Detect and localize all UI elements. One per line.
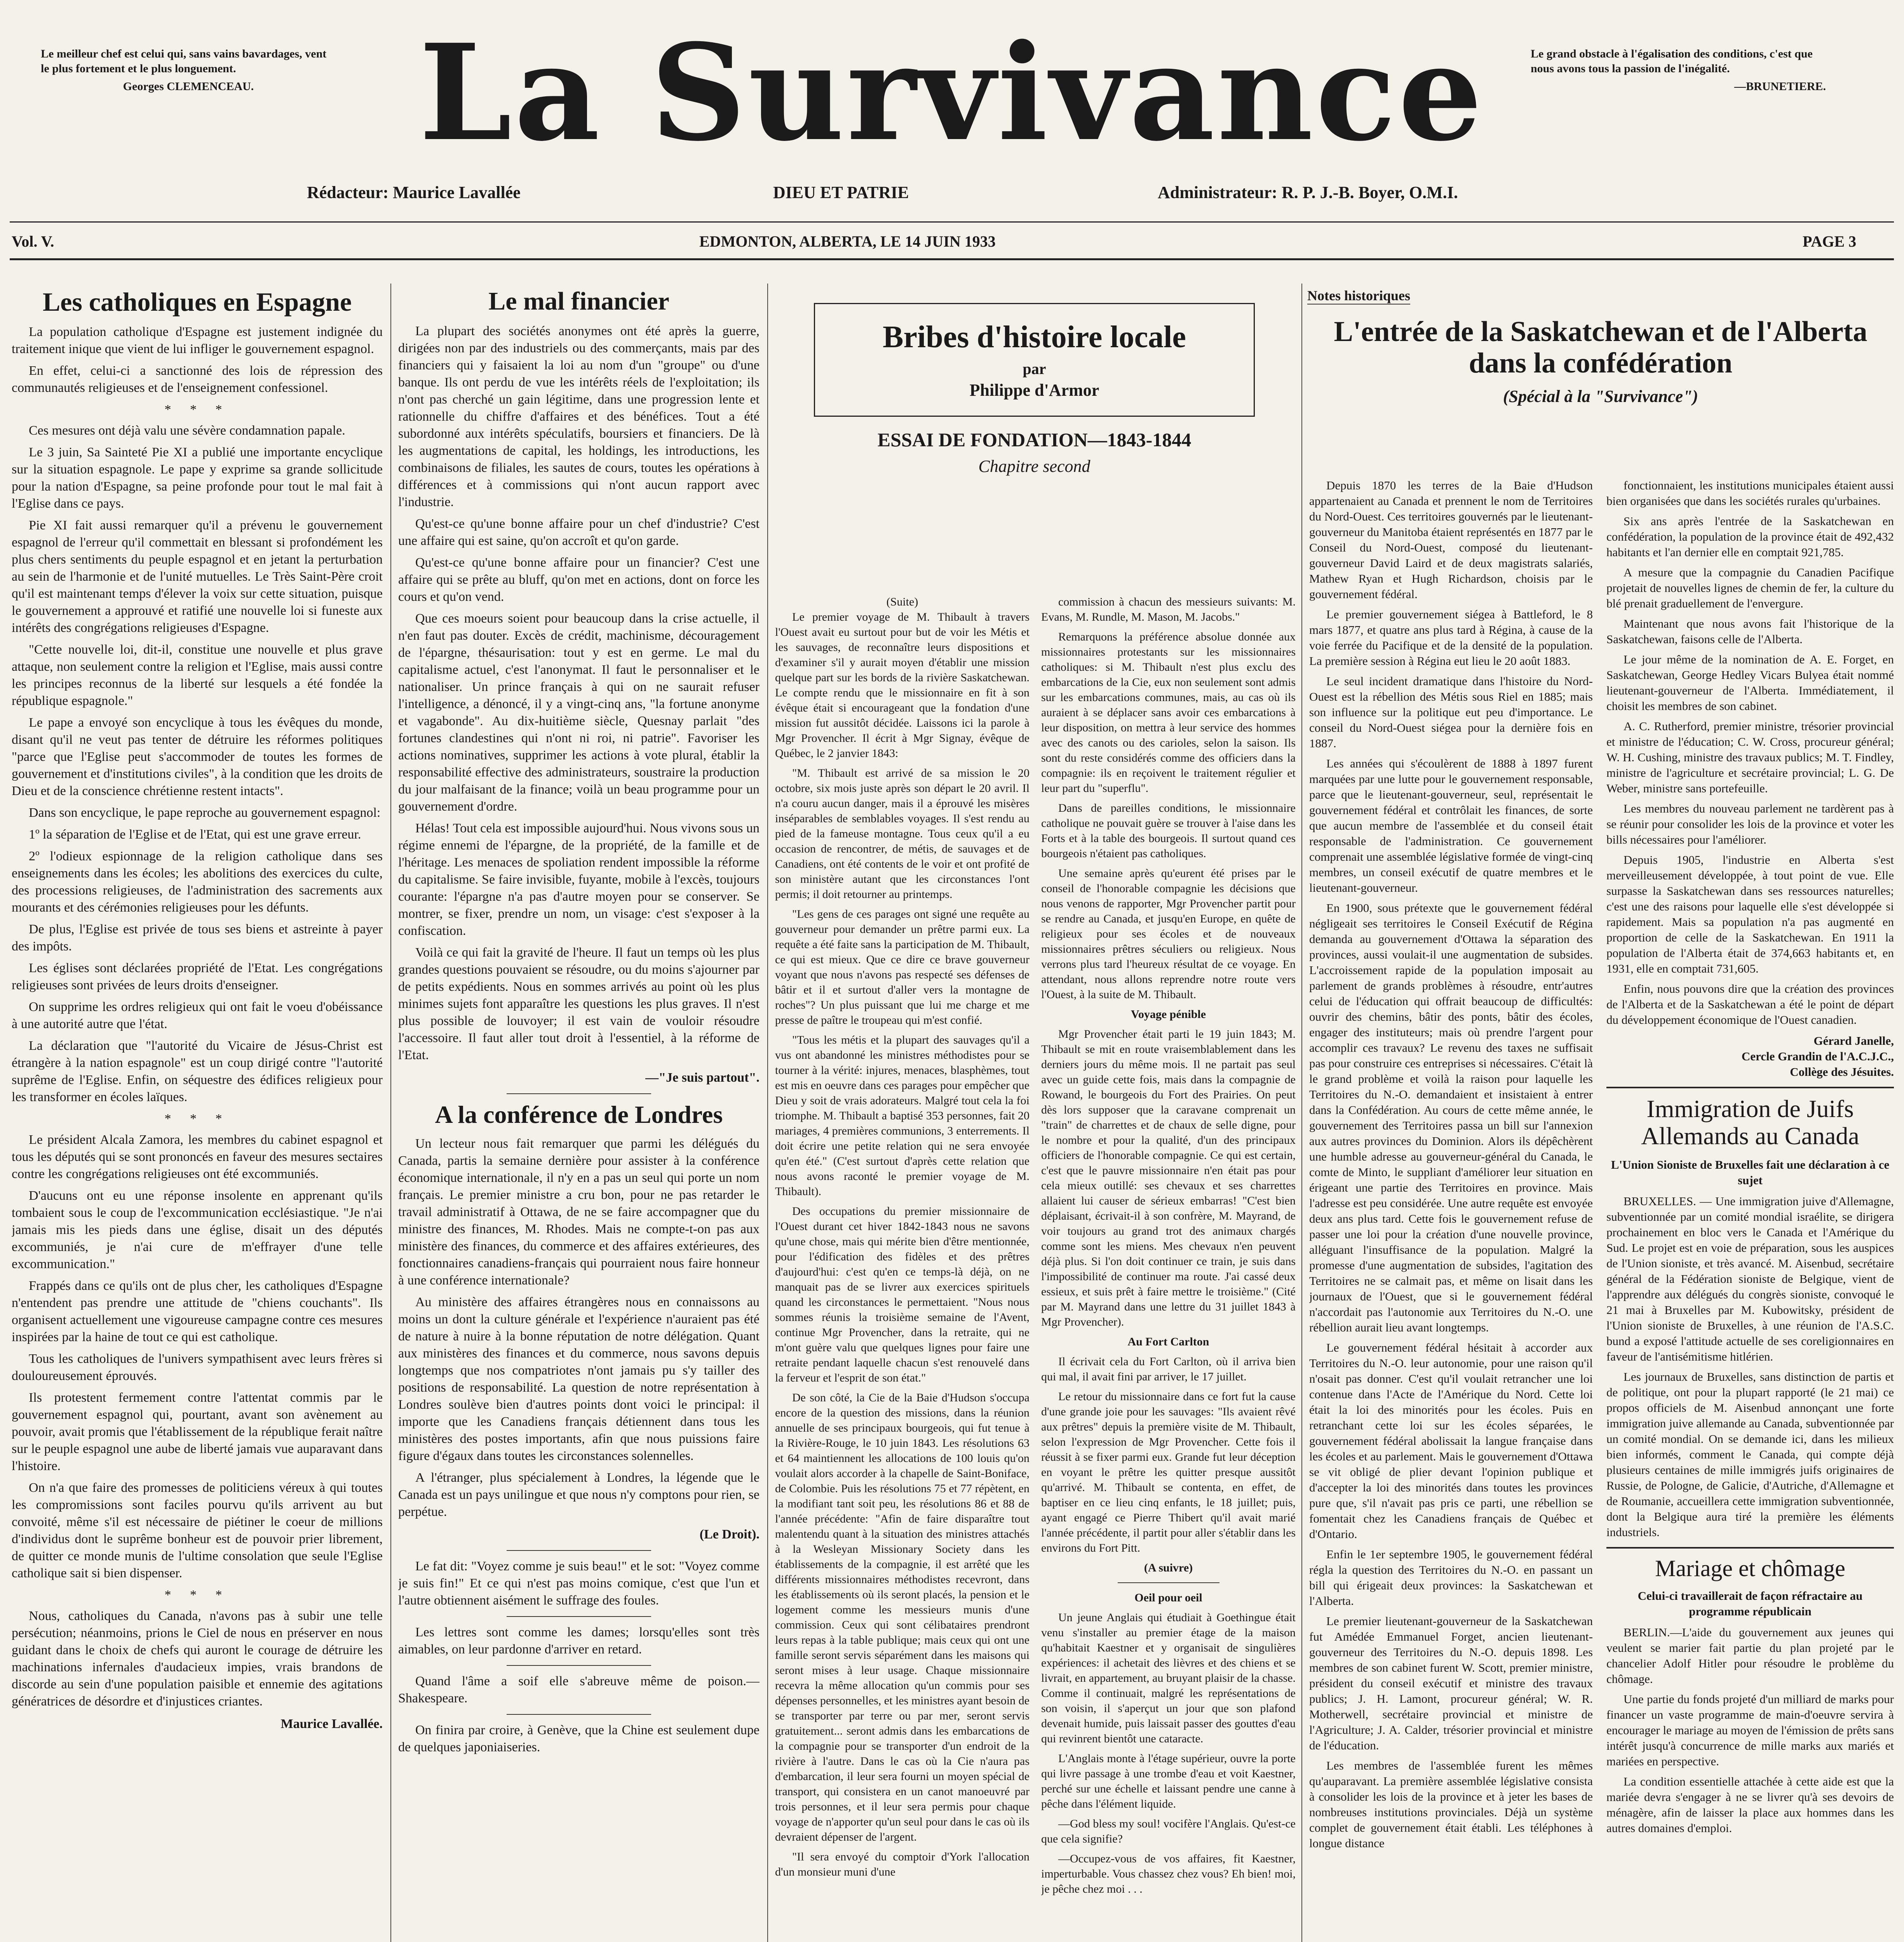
paragraph: Les églises sont déclarées propriété de l'Etat. Les congrégations religieuses sont privées de leurs droits d'enseigner. — [12, 961, 383, 992]
paragraph: "Cette nouvelle loi, dit-il, constitue une nouvelle et plus grave attaque, non seulement contre la religion et l'Eglise, mais aussi contre les principes reconnus de la liberté sur lesquels a été fondée la république espagnole." — [12, 642, 383, 708]
paragraph: Quand l'âme a soif elle s'abreuve même de poison.—Shakespeare. — [398, 1674, 760, 1705]
paragraph: En effet, celui-ci a sanctionné des lois de répression des communautés religieuses et de l'enseignement confessionel. — [12, 363, 383, 395]
feature-title: Bribes d'histoire locale — [883, 320, 1186, 354]
dateline: EDMONTON, ALBERTA, LE 14 JUIN 1933 — [699, 233, 996, 250]
feature-title-box — [814, 303, 1255, 417]
paragraph: On n'a que faire des promesses de politiciens véreux à qui toutes les compromissions sont faciles pourvu qu'ils arrivent au but convoité, même s'il est nécessaire de piétiner le coeur de millions d'individus dont le suprême bonheur est de pouvoir prier librement, de quitter ce monde munis de l'ultime consolation que seule l'Eglise catholique sait si bien dispenser. — [12, 1480, 383, 1580]
paragraph: commission à chacun des messieurs suivants: M. Evans, M. Rundle, M. Mason, M. Jacobs." — [1041, 595, 1296, 623]
paragraph: De son côté, la Cie de la Baie d'Hudson s'occupa encore de la question des missions, dans la réunion annuelle de ses principaux bourgeois, qui fut tenue à la Rivière-Rouge, le 10 juin 1843. Les résolutions 63 et 64 maintiennent les allocations de 100 louis qu'on voulait alors accorder à la chapelle de Saint-Boniface, de Colombie. Puis les résolutions 75 et 77 répètent, en la modifiant tant soit peu, les résolutions 86 et 88 de l'année précédente: "Afin de faire disparaître tout malentendu quant à la situation des ministres attachés à la Wesleyan Missionary Society dans les établissements de la compagnie, il est arrêté que les différents missionnaires méthodistes recevront, dans les établissements où ils seront placés, la pension et le logement comme les messieurs munis d'une commission. Ceux qui sont célibataires prendront leurs repas à la table publique; mais ceux qui ont une famille seront servis séparément dans les maisons qui seront mises à leur usage. Chaque missionnaire recevra la même allocation qu'un commis pour ses dépenses personnelles, et les ministres ayant besoin de se transporter par terre ou par mer, seront servis gratuitement... seront admis dans les embarcations de la compagnie pour se transporter d'un endroit de la rivière à l'autre. Dans le cas où la Cie n'aura pas d'embarcation, il leur sera fourni un moyen spécial de transport, qui consistera en un canot manoeuvré par trois personnes, et il leur sera permis pour chaque voyage de n'apporter qu'un seul pour dans le cas où ils devraient dépenser de l'argent. — [775, 1391, 1030, 1843]
paragraph: Enfin, nous pouvons dire que la création des provinces de l'Alberta et de la Saskatchewan a été le point de départ du développement économique de l'Ouest canadien. — [1606, 982, 1894, 1027]
article-title-saskatchewan: L'entrée de la Saskatchewan et de l'Alberta dans la confédération — [1334, 316, 1867, 379]
column-five — [1309, 478, 1593, 1942]
suite-label: (Suite) — [886, 595, 918, 608]
article-title: Les catholiques en Espagne — [42, 287, 352, 317]
paragraph: Une partie du fonds projeté d'un milliard de marks pour financer un vaste programme de main-d'oeuvre servira à encourager le mariage au moyen de l'émission de prêts sans intérêt jusqu'à concurrence de mille marks aux mariés et mariées en perspective. — [1606, 1692, 1894, 1768]
masthead — [0, 0, 1904, 202]
quote-right-author: —BRUNETIERE. — [1734, 80, 1826, 93]
notes-header — [1307, 287, 1894, 406]
paragraph: Un lecteur nous fait remarquer que parmi les délégués du Canada, partis la semaine dernière pour assister à la conférence économique internationale, il n'y en a pas un seul qui porte un nom français. Le premier ministre a cru bon, pour ne pas retarder le travail administratif à Ottawa, de ne se faire accompagner que du ministre des finances, M. Rhodes. Mais ne compte-t-on pas aux ministère des finances, du commerce et des affaires extérieures, des fonctionnaires canadiens-français qui pourraient nous faire honneur à une conférence internationale? — [398, 1136, 760, 1288]
signature-affiliation: Cercle Grandin de l'A.C.J.C., — [1741, 1049, 1894, 1063]
quote-left-author: Georges CLEMENCEAU. — [123, 80, 254, 93]
subheading-oeil: Oeil pour oeil — [1134, 1591, 1202, 1604]
divider — [507, 1616, 651, 1617]
paragraph: Le président Alcala Zamora, les membres du cabinet espagnol et tous les députés qui se sont prononcés en faveur des mesures sectaires contre les congrégations religieuses ont été excommuniés. — [12, 1132, 383, 1181]
notes-label: Notes historiques — [1307, 287, 1410, 305]
paragraph: Il écrivait cela du Fort Carlton, où il arriva bien qui mal, il avait fini par arriver, le 17 juillet. — [1041, 1355, 1296, 1383]
source-credit: —"Je suis partout". — [645, 1070, 760, 1085]
column-four — [1041, 594, 1296, 1942]
divider — [507, 1093, 651, 1094]
paragraph: Au ministère des affaires étrangères nous en connaissons au moins un dont la culture générale et l'expérience n'auraient pas été de nature à nuire à la bonne réputation de notre délégation. Quant aux ministères des finances et du commerce, nous savons depuis longtemps que nos compatriotes n'ont jamais pu s'y tailler des positions de responsabilité. La question de notre représentation à Londres soulève bien d'autres points dont voici le principal: il importe que les Canadiens français détiennent dans tous les ministères des postes importants, afin que nous puissions faire figure d'égaux dans toutes les circonstances solennelles. — [398, 1295, 760, 1463]
quote-left-text: Le meilleur chef est celui qui, sans vains bavardages, vent le plus fortement et le plus longuement. — [41, 47, 327, 75]
paragraph: Maintenant que nous avons fait l'historique de la Saskatchewan, faisons celle de l'Alberta. — [1606, 617, 1894, 646]
article-title-conference-londres: A la conférence de Londres — [435, 1100, 723, 1128]
paragraph: Le retour du missionnaire dans ce fort fut la cause d'une grande joie pour les sauvages: "Ils avaient rêvé aux prêtres" depuis la première visite de M. Thibault, selon l'expression de Mgr Provencher. Cette fois il réussit à se fixer parmi eux. Grande fut leur déception en voyant le prêtre les quitter presque aussitôt qu'arrivé. M. Thibault se contenta, en effet, de baptiser en ce lieu cinq enfants, le 18 juillet; puis, ayant engagé ce Pierre Thibert qu'il avait marié l'année précédente, il partit pour aller s'établir dans les environs du Fort Pitt. — [1041, 1390, 1296, 1554]
paragraph: Les journaux de Bruxelles, sans distinction de partis et de politique, ont pour la plupart rapporté (le 21 mai) ce propos officiels de M. Aisenbud annonçant une forte immigration juive allemande au Canada, subventionnée par un comité mondial. On se demande ici, dans les milieux bien informés, comment le Canada, qui compte déjà plusieurs centaines de mille immigrés juifs originaires de Russie, de Pologne, de Galicie, d'Autriche, d'Allemagne et de Roumanie, accueillera cette immigration subventionnée, dont la Belgique aura tiré la première les éléments industriels. — [1606, 1369, 1894, 1539]
quote-right-text: Le grand obstacle à l'égalisation des conditions, c'est que nous avons tous la passion de l'inégalité. — [1531, 47, 1813, 75]
paragraph: La condition essentielle attachée à cette aide est que la mariée devra s'engager à ne se livrer qu'à ses devoirs de ménagère, afin de laisser la place aux hommes dans les autres domaines d'emploi. — [1606, 1774, 1894, 1835]
paragraph: Six ans après l'entrée de la Saskatchewan en confédération, la population de la province était de 492,432 habitants et l'an dernier elle en comptait 921,785. — [1606, 514, 1894, 559]
paragraph: Les membres de l'assemblée furent les mêmes qu'auparavant. La première assemblée législative consista à consolider les lois de la province et à jeter les bases de nombreuses institutions provinciales. Déjà un système complet de gouvernement était établi. Les téléphones à longue distance — [1309, 1759, 1593, 1850]
paragraph: D'aucuns ont eu une réponse insolente en apprenant qu'ils tombaient sous le coup de l'excommunication ecclésiastique. "Je n'ai jamais mis les pieds dans une église, disait un des députés excommuniés, je n'ai cure de m'effrayer d'une telle excommunication." — [12, 1188, 383, 1271]
paragraph: Pie XI fait aussi remarquer qu'il a prévenu le gouvernement espagnol de l'erreur qu'il commettait en blessant si profondément les plus chers sentiments du peuple espagnol et en jetant la perturbation au sein de l'harmonie et de l'unité mutuelles. Le Très Saint-Père croit qu'il est maintenant temps d'élever la voix sur cette situation, puisque le gouvernement a approuvé et ratifié une nouvelle loi si funeste aux intérêts des congrégations religieuses d'Espagne. — [12, 518, 383, 635]
paragraph: Les lettres sont comme les dames; lorsqu'elles sont très aimables, on leur pardonne d'arriver en retard. — [398, 1625, 760, 1657]
paragraph: Dans de pareilles conditions, le missionnaire catholique ne pouvait guère se trouver à l'aise dans les Forts et à la table des bourgeois. Il surtout quand ces bourgeois n'étaient pas catholiques. — [1041, 802, 1296, 860]
paragraph: Les années qui s'écoulèrent de 1888 à 1897 furent marquées par une lutte pour le gouvernement responsable, parce que le lieutenant-gouverneur, seul, représentait le gouvernement fédéral et contrôlait les finances, de sorte que aucun membre de l'assemblée et du conseil était responsable de l'administration. Ce gouvernement comprenait une assemblée législative formée de vingt-cinq membres, un conseil exécutif de quatre membres et le lieutenant-gouverneur. — [1309, 757, 1593, 894]
article-catholiques-espagne — [12, 284, 383, 1942]
paragraph: En 1900, sous prétexte que le gouvernement fédéral négligeait ses territoires le Conseil Exécutif de Régina demanda au gouvernement d'Ottawa la séparation des provinces, aussi voulait-il une augmentation de subsides. L'accroissement rapide de la population imposait au parlement de grands problèmes à résoudre, entr'autres celui de l'éducation qui offrait beaucoup de difficultés: ouvrir des chemins, bâtir des ponts, bâtir des écoles, engager des instituteurs; mais où prendre l'argent pour accomplir ces travaux? Le revenu des taxes ne suffisait pas pour construire ces entreprises si nécessaires. C'était là le grand problème et voilà la raison pour laquelle les Territoires du N.-O. demandaient et insistaient à entrer dans la Confédération. Au cours de cette même année, le gouvernement des Territoires passa un bill sur l'annexion aux autres provinces du Dominion. Alors ils dépêchèrent une humble adresse au gouverneur-général du Canada, le comte de Minto, le suppliant d'améliorer leur situation en érigeant une partie des Territoires en province. Mais l'adresse est peu considérée. Une autre requête est envoyée deux ans plus tard. Cette fois le gouvernement refuse de passer une loi pour la création d'une nouvelle province, alléguant l'insuffisance de la population. Malgré la promesse d'une augmentation de subsides, l'agitation des Territoires ne se calmait pas, et même on lisait dans les journaux de l'Ouest, que si le gouvernement fédéral n'accordait pas l'autonomie aux Territoires du N.-O. une rébellion aurait lieu avant longtemps. — [1309, 901, 1593, 1334]
paragraph: Le pape a envoyé son encyclique à tous les évêques du monde, disant qu'il ne veut pas tenter de détruire les réformes politiques "parce que l'Eglise peut s'accommoder de toutes les formes de gouvernement et d'institutions civiles", à la condition que les droits de Dieu et de la conscience chrétienne restent intacts". — [12, 715, 383, 798]
paragraph: Le premier lieutenant-gouverneur de la Saskatchewan fut Amédée Emmanuel Forget, ancien lieutenant-gouverneur des Territoires du N.-O. depuis 1898. Les membres de son cabinet furent W. Scott, premier ministre, président du conseil exécutif et ministre des travaux publics; J. H. Lamont, procureur général; W. R. Motherwell, secrétaire provincial et ministre de l'Agriculture; J. A. Calder, trésorier provincial et ministre de l'éducation. — [1309, 1614, 1593, 1752]
feature-header — [775, 295, 1294, 476]
article-title-mal-financier: Le mal financier — [488, 287, 669, 315]
paragraph: Ces mesures ont déjà valu une sévère condamnation papale. — [29, 423, 345, 438]
subheading-fort-carlton: Au Fort Carlton — [1127, 1335, 1209, 1348]
paragraph: 2º l'odieux espionnage de la religion catholique dans ses enseignements dans les écoles; les abolitions des exercices du culte, des processions religieuses, de l'administration des sacrements aux mourants et des cérémonies religieuses pour les défunts. — [12, 849, 383, 915]
column-divider — [390, 284, 391, 1942]
column-two — [398, 284, 760, 1942]
motto: DIEU ET PATRIE — [773, 183, 909, 202]
article-subtitle-immigration: L'Union Sioniste de Bruxelles fait une déclaration à ce sujet — [1611, 1157, 1890, 1187]
paragraph: Que ces moeurs soient pour beaucoup dans la crise actuelle, il n'en faut pas douter. Excès de crédit, machinisme, découragement de l'épargne, thésaurisation: tout y est en germe. Le mal du capitalisme actuel, c'est l'anonymat. Il faut le personnaliser et le nationaliser. Un prince français à qui on ne saurait refuser l'intelligence, a dénoncé, il y a vingt-cinq ans, "la fortune anonyme et vagabonde". Au dix-huitième siècle, Quesnay parlait "des fortunes clandestines qui n'ont ni roi, ni patrie". Favoriser les actions nominatives, supprimer les actions à vote plural, établir la responsabilité effective des administrateurs, soustraire la production du jour malfaisant de la finance; voilà un beau programme pour un gouvernement d'ordre. — [398, 611, 760, 814]
paragraph: "Les gens de ces parages ont signé une requête au gouverneur pour demander un prêtre parmi eux. La requête a été faite sans la participation de M. Thibault, ce qui est mieux. Que ce dire ce brave gouverneur voyant que nous n'avons pas respecté ses défenses de bâtir et il et surtout d'aller vers la montagne de roches"? Un plus puissant que lui me charge et me presse de paître le troupeau qui m'est confié. — [775, 908, 1030, 1027]
paragraph: Depuis 1905, l'industrie en Alberta s'est merveilleusement développée, à tout point de vue. Elle surpasse la Saskatchewan dans ses ressources naturelles; c'est une des raisons pour laquelle elle s'est développée si rapidement. Mais sa population n'a pas augmenté en proportion de celle de la Saskatchewan. En 1911 la population de l'Alberta était de 374,663 habitants et, en 1931, elle en comptait 731,605. — [1606, 853, 1894, 975]
paragraph: Nous, catholiques du Canada, n'avons pas à subir une telle persécution; néanmoins, prions le Ciel de nous en préserver en nous guidant dans le choix de chefs qui auront le courage de détruire les machinations infernales d'audacieux impies, vrais brandons de discorde au sein d'une population paisible et ennemie des agitations génératrices de désordre et d'injustices criantes. — [12, 1608, 383, 1709]
paragraph: Remarquons la préférence absolue donnée aux missionnaires protestants sur les missionnaires catholiques: si M. Thibault n'est plus exclu des embarcations de la Cie, eux non seulement sont admis sur les embarcations communes, mais, au cas où ils auraient à se déplacer sans avoir ces embarcations à leur disposition, on mettra à leur service des hommes avec des canots ou des carioles, selon la saison. Ils sont du reste considérés comme des officiers dans la compagnie: ils en reçoivent le traitement régulier et leur part du "superflu". — [1041, 630, 1296, 795]
paragraph: Les membres du nouveau parlement ne tardèrent pas à se réunir pour consolider les lois de la province et voter les bills nécessaires pour l'améliorer. — [1606, 802, 1894, 846]
paragraph: BERLIN.—L'aide du gouvernement aux jeunes qui veulent se marier fait partie du plan projeté par le chancelier Adolf Hitler pour résoudre le problème du chômage. — [1606, 1625, 1894, 1686]
masthead-rule-top — [10, 221, 1894, 223]
paragraph: Qu'est-ce qu'une bonne affaire pour un chef d'industrie? C'est une affaire qui est saine, qu'on accroît et qu'on garde. — [398, 516, 760, 548]
signature-college: Collège des Jésuites. — [1790, 1065, 1894, 1079]
paragraph: A mesure que la compagnie du Canadien Pacifique projetait de nouvelles lignes de chemin de fer, la culture du blé prenait graduellement de l'envergure. — [1606, 566, 1894, 610]
column-three — [775, 594, 1030, 1942]
feature-author: Philippe d'Armor — [969, 381, 1099, 400]
divider — [1606, 1087, 1894, 1088]
paragraph: Dans son encyclique, le pape reproche au gouvernement espagnol: — [29, 805, 381, 820]
paragraph: "M. Thibault est arrivé de sa mission le 20 octobre, six mois juste après son départ le 20 avril. Il n'a couru aucun danger, mais il a éprouvé les misères inséparables de semblables voyages. Il s'est rendu au pied de la fameuse montagne. Tous ceux qu'il a eu occasion de rencontrer, de métis, de sauvages et de Canadiens, ont été contents de le voir et ont profité de son ministère autant que les circonstances l'ont permis; il doit retourner au printemps. — [775, 767, 1030, 901]
paragraph: La population catholique d'Espagne est justement indignée du traitement inique que vient de lui infliger le gouvernement espagnol. — [12, 324, 383, 356]
paragraph: BRUXELLES. — Une immigration juive d'Allemagne, subventionnée par un comité mondial israélite, se dirigera prochainement en bloc vers le Canada et l'Amérique du Sud. Le projet est en voie de préparation, sous les auspices de l'Union sioniste, et très avancé. M. Aisenbud, secrétaire général de la Fédération sioniste de Belgique, vient de l'apprendre aux délégués du congrès sioniste, convoqué le 21 mai à Bruxelles par M. Kubowitsky, président de l'Union sioniste de Bruxelles, à une réunion de l'A.S.C. bund a exposé l'attitude actuelle de ses coreligionnaires en faveur de l'antisémitisme hitlérien. — [1606, 1194, 1894, 1363]
column-divider — [1301, 284, 1302, 1942]
paragraph: —Occupez-vous de vos affaires, fit Kaestner, imperturbable. Vous chassez chez vous? Eh bien! moi, je pêche chez moi . . . — [1041, 1852, 1296, 1895]
paragraph: Mgr Provencher était parti le 19 juin 1843; M. Thibault se mit en route vraisemblablement dans les derniers jours du même mois. Il ne partait pas seul avec un guide cette fois, mais dans la compagnie de Rowand, le bourgeois du Fort des Prairies. On peut dès lors supposer que la caravane comprenait un "train" de charrettes et de chaux de selle digne, pour le nombre et pour la qualité, d'un des principaux officiers de l'honorable compagnie. Ce qui est certain, c'est que le pauvre missionnaire n'en était pas pour cela mieux outillé: ses chevaux et ses charrettes allaient lui causer de sérieux embarras! "C'est bien déplaisant, écrivait-il à son confrère, M. Mayrand, de voir toujours au grand trot des animaux chargés comme sont les miens. Mes chevaux n'en peuvent déjà plus. Si l'on doit continuer ce train, je suis dans l'impossibilité de continuer ma route. J'ai cassé deux essieux, et suis prêt à faire mettre le troisième." (Cité par M. Mayrand dans une lettre du 31 juillet 1843 à Mgr Provencher). — [1041, 1028, 1296, 1328]
source-credit: (Le Droit). — [699, 1527, 760, 1542]
column-six — [1606, 478, 1894, 1942]
paragraph: On finira par croire, à Genève, que la Chine est seulement dupe de quelques japoniaiseries. — [398, 1723, 760, 1754]
column-divider — [767, 284, 768, 1942]
paragraph: Ils protestent fermement contre l'attentat commis par le gouvernement espagnol qui, pourtant, avant son avènement au pouvoir, avait promis que l'établissement de la république ferait naître sur le peuple espagnol une aube de liberté jamais vue auparavant dans l'histoire. — [12, 1390, 383, 1473]
chapter-title: Chapitre second — [978, 457, 1090, 476]
essay-title: ESSAI DE FONDATION—1843-1844 — [877, 429, 1192, 451]
paragraph: A. C. Rutherford, premier ministre, trésorier provincial et ministre de l'éducation; C. W. Cross, procureur général; W. H. Cushing, ministre des travaux publics; M. T. Findley, ministre de l'agriculture et secrétaire provincial; L. G. De Weber, ministre sans portefeuille. — [1606, 719, 1894, 795]
paragraph: Le premier voyage de M. Thibault à travers l'Ouest avait eu surtout pour but de voir les Métis et les sauvages, de reconnaître leurs dispositions et d'examiner s'il y aurait moyen d'établir une mission quelque part sur les bords de la rivière Saskatchewan. Le compte rendu que le missionnaire en fit à son évêque était si encourageant que la fondation d'une mission fut aussitôt décidée. Laissons ici la parole à Mgr Provencher. Il écrit à Mgr Signay, évêque de Québec, le 2 janvier 1843: — [775, 611, 1030, 760]
paragraph: On supprime les ordres religieux qui ont fait le voeu d'obéissance à une autorité autre que l'état. — [12, 999, 383, 1031]
newspaper-title: La Survivance — [419, 16, 1485, 171]
paragraph: "Tous les métis et la plupart des sauvages qu'il a vus ont abandonné les ministres méthodistes pour se tourner à la vérité: injures, menaces, blasphèmes, tout est mis en oeuvre dans ces parages pour empêcher que Dieu y soit de vrais adorateurs. Malgré tout cela la foi triomphe. M. Thibault a baptisé 353 personnes, fait 20 mariages, 4 premières communions, 3 enterrements. Il doit écrire une petite relation qui ne sera envoyée qu'en été." (C'est surtout d'après cette relation que nous avons raconté le premier voyage de M. Thibault). — [775, 1034, 1030, 1198]
volume: Vol. V. — [12, 233, 54, 250]
article-subtitle-mariage: Celui-ci travaillerait de façon réfractaire au programme républicain — [1637, 1589, 1863, 1618]
separator-stars: * * * — [164, 402, 230, 417]
separator-stars: * * * — [164, 1111, 230, 1126]
paragraph: Tous les catholiques de l'univers sympathisent avec leurs frères si douloureusement éprouvés. — [12, 1351, 383, 1383]
signature-name: Gérard Janelle, — [1813, 1034, 1894, 1048]
paragraph: fonctionnaient, les institutions municipales étaient aussi bien organisées que dans les sociétés rurales qu'urbaines. — [1606, 479, 1894, 508]
subheading-voyage: Voyage pénible — [1131, 1008, 1206, 1021]
page-number: PAGE 3 — [1803, 233, 1857, 250]
paragraph: A l'étranger, plus spécialement à Londres, la légende que le Canada est un pays unilingue et que nous n'y comptons pour rien, se perpétue. — [398, 1470, 760, 1519]
to-be-continued: (A suivre) — [1144, 1561, 1193, 1574]
redacteur: Rédacteur: Maurice Lavallée — [307, 183, 521, 202]
paragraph: 1º la séparation de l'Eglise et de l'Etat, qui est une grave erreur. — [29, 827, 361, 842]
masthead-rule-bottom — [10, 258, 1894, 260]
separator-stars: * * * — [164, 1587, 230, 1602]
paragraph: Le seul incident dramatique dans l'histoire du Nord-Ouest est la rébellion des Métis sous Riel en 1885; mais son influence sur la politique eut peu d'importance. Le conseil du Nord-Ouest siégea pour la dernière fois en 1887. — [1309, 674, 1593, 750]
paragraph: Le premier gouvernement siégea à Battleford, le 8 mars 1877, et quatre ans plus tard à Régina, à cause de la voie ferrée du Pacifique et de la densité de la population. La première session à Régina eut lieu le 20 août 1883. — [1309, 607, 1593, 668]
paragraph: Frappés dans ce qu'ils ont de plus cher, les catholiques d'Espagne n'entendent pas prendre une attitude de "chiens couchants". Ils organisent actuellement une vigoureuse campagne contre ces mesures inspirées par la haine de tout ce qui est catholique. — [12, 1278, 383, 1344]
paragraph: Depuis 1870 les terres de la Baie d'Hudson appartenaient au Canada et prennent le nom de Territoires du Nord-Ouest. Ces territoires gouvernés par le lieutenant-gouverneur du Manitoba étaient représentés en 1877 par le Conseil du Nord-Ouest, composé du lieutenant-gouverneur David Laird et de deux magistrats salariés, Mathew Ryan et Hugh Richardson, choisis par le gouvernement fédéral. — [1309, 479, 1593, 601]
administrateur: Administrateur: R. P. J.-B. Boyer, O.M.I. — [1158, 183, 1458, 202]
feature-by: par — [1023, 360, 1046, 378]
divider — [1118, 1582, 1219, 1583]
paragraph: La plupart des sociétés anonymes ont été après la guerre, dirigées non par des industriels ou des commerçants, mais par des financiers qui y faisaient la loi au nom d'un "groupe" ou d'une banque. Ils ont perdu de vue les intérêts réels de l'exploitation; ils n'ont pas cherché un gain légitime, dans une progression lente et rationnelle du chiffre d'affaires et des bénéfices. Tout a été subordonné aux intérêts spéculatifs, boursiers et financiers. De là les augmentations de capital, les holdings, les introductions, les combinaisons de filiales, les sautes de cours, toutes les opérations à différences et à commissions qui n'ont aucun rapport avec l'industrie. — [398, 324, 760, 509]
paragraph: Le 3 juin, Sa Sainteté Pie XI a publié une importante encyclique sur la situation espagnole. Le pape y exprime sa grande sollicitude pour la nation d'Espagne, sa peine profonde pour tout le mal fait à l'Eglise dans ce pays. — [12, 445, 383, 511]
divider — [1606, 1547, 1894, 1549]
paragraph: Qu'est-ce qu'une bonne affaire pour un financier? C'est une affaire qui se prête au bluff, qu'on met en actions, dont on force les cours et qu'on vend. — [398, 555, 760, 604]
paragraph: —God bless my soul! vocifère l'Anglais. Qu'est-ce que cela signifie? — [1041, 1817, 1296, 1845]
paragraph: Le jour même de la nomination de A. E. Forget, en Saskatchewan, George Hedley Vicars Bulyea était nommé lieutenant-gouverneur de l'Alberta. Immédiatement, il choisit les membres de son cabinet. — [1606, 653, 1894, 713]
paragraph: De plus, l'Eglise est privée de tous ses biens et astreinte à payer des impôts. — [12, 922, 383, 954]
quote-right — [1531, 47, 1826, 94]
paragraph: Le fat dit: "Voyez comme je suis beau!" et le sot: "Voyez comme je suis fin!" Et ce qui n'est pas moins comique, c'est que l'un et l'autre obtiennent aisément le suffrage des foules. — [398, 1559, 760, 1608]
paragraph: Voilà ce qui fait la gravité de l'heure. Il faut un temps où les plus grandes questions pouvaient se résoudre, ou du moins s'ajourner par de petits expédients. Nous en sommes arrivés au point où les plus minimes sujets font apparaître les questions les plus graves. Il n'est plus possible de louvoyer; il est vain de vouloir résoudre l'accessoire. Il faut aller tout droit à l'essentiel, à la réforme de l'Etat. — [398, 945, 760, 1062]
paragraph: Une semaine après qu'eurent été prises par le conseil de l'honorable compagnie les décisions que nous venons de rapporter, Mgr Provencher partit pour se rendre au Canada, et jusqu'en Europe, en quête de religieux pour ses écoles et de nouveaux missionnaires prêtres séculiers ou religieux. Nous verrons plus tard l'heureux résultat de ce voyage. En attendant, nous allons reprendre notre route vers l'Ouest, à la suite de M. Thibault. — [1041, 867, 1296, 1001]
signature: Maurice Lavallée. — [280, 1716, 383, 1731]
paragraph: Un jeune Anglais qui étudiait à Goethingue était venu s'installer au premier étage de la maison qu'habitait Kaestner et y organisait de singulières expériences: il achetait des lièvres et des chiens et se livrait, en appartement, au bruyant plaisir de la chasse. Comme il continuait, malgré les représentations de son voisin, il s'aperçut un jour que son plafond devenait humide, puis laissait passer des gouttes d'eau qui revinrent bientôt une cataracte. — [1041, 1611, 1296, 1745]
paragraph: "Il sera envoyé du comptoir d'York l'allocation d'un monsieur muni d'une — [775, 1850, 1030, 1878]
article-title-mariage: Mariage et chômage — [1655, 1555, 1845, 1581]
paragraph: Hélas! Tout cela est impossible aujourd'hui. Nous vivons sous un régime ennemi de l'épargne, de la propriété, de la famille et de l'héritage. Les menaces de spoliation rendent impossible la réforme du capitalisme. Se faire invisible, fuyante, mobile à l'excès, toujours courante: l'épargne n'a pas d'autre moyen pour se conserver. Se montrer, se fixer, prendre un nom, un visage: c'est s'exposer à la confiscation. — [398, 821, 760, 938]
article-title-immigration: Immigration de Juifs Allemands au Canada — [1641, 1095, 1859, 1150]
paragraph: Enfin le 1er septembre 1905, le gouvernement fédéral régla la question des Territoires du N.-O. en passant un bill qui érigeait deux provinces: la Saskatchewan et l'Alberta. — [1309, 1547, 1593, 1608]
quote-left — [41, 47, 336, 94]
divider — [507, 1665, 651, 1666]
paragraph: La déclaration que "l'autorité du Vicaire de Jésus-Christ est étrangère à la nation espagnole" est un coup dirigé contre "l'autorité suprême de l'Eglise. Enfin, on séquestre des édifices religieux pour les transformer en écoles laïques. — [12, 1038, 383, 1104]
paragraph: L'Anglais monte à l'étage supérieur, ouvre la porte qui livre passage à une trombe d'eau et voit Kaestner, perché sur une échelle et laissant pendre une canne à pêche dans l'élément liquide. — [1041, 1752, 1296, 1810]
divider — [507, 1550, 651, 1551]
paragraph: Des occupations du premier missionnaire de l'Ouest durant cet hiver 1842-1843 nous ne savons qu'une chose, mais qui mérite bien d'être mentionnée, pour l'édification des fidèles et des prêtres d'aujourd'hui: c'est qu'en ce temps-là déjà, on ne manquait pas de se livrer aux exercices spirituels quand les circonstances le permettaient. "Nous nous sommes réunis la troisième semaine de l'Avent, continue Mgr Provencher, dans la retraite, qui ne m'ont guère valu que quelques lignes pour faire une retraite pendant laquelle chacun s'est renouvelé dans la ferveur et l'esprit de son état." — [775, 1205, 1030, 1384]
article-subtitle: (Spécial à la "Survivance") — [1503, 386, 1698, 406]
paragraph: Le gouvernement fédéral hésitait à accorder aux Territoires du N.-O. leur autonomie, pour une raison qu'il n'osait pas donner. C'est qu'il voulait retrancher une loi contenue dans l'Acte de l'Amérique du Nord. Cette loi était la loi des minorités pour les écoles. Puis en retranchant cette loi sur les écoles séparées, le gouvernement fédéral abolissait la langue française dans les écoles et au parlement. Mais le gouvernement d'Ottawa se vit obligé de plier devant l'opinion publique et d'accepter la loi des minorités dans toutes les provinces pure que, s'il n'avait pas pris ce parti, une rébellion se fomentait chez les Canadiens français de Québec et d'Ontario. — [1309, 1341, 1593, 1541]
divider — [507, 1714, 651, 1715]
